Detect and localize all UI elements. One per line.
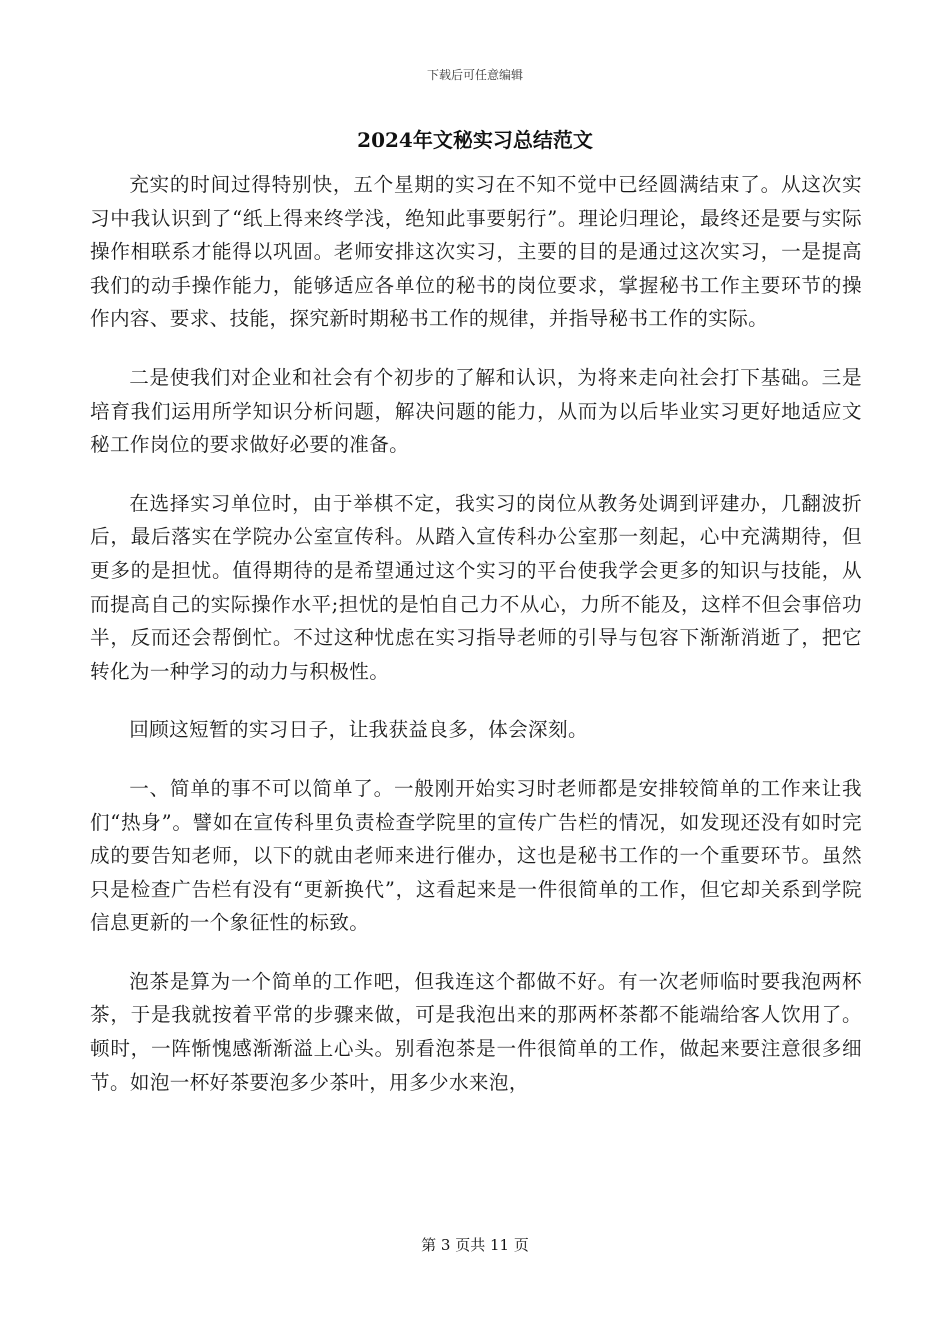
paragraph-4: 回顾这短暂的实习日子，让我获益良多，体会深刻。 <box>129 718 588 742</box>
paragraph-1: 充实的时间过得特别快，五个星期的实习在不知不觉中已经圆满结束了。从这次实习中我认识到了“纸上得来终学浅，绝知此事要躬行”。理论归理论，最终还是要与实际操作相联系才能得以巩固。老师安排这次实习，主要的目的是通过这次实习，一是提高我们的动手操作能力，能够适应各单位的秘书的岗位要求，掌握秘书工作主要环节的操作内容、要求、技能，探究新时期秘书工作的规律，并指导秘书工作的实际。 <box>90 173 862 331</box>
header-note: 下载后可任意编辑 <box>426 68 523 82</box>
paragraph-3: 在选择实习单位时，由于举棋不定，我实习的岗位从教务处调到评建办，几翻波折后，最后落实在学院办公室宣传科。从踏入宣传科办公室那一刻起，心中充满期待，但更多的是担忧。值得期待的是希望通过这个实习的平台使我学会更多的知识与技能，从而提高自己的实际操作水平;担忧的是怕自己力不从心，力所不能及，这样不但会事倍功半，反而还会帮倒忙。不过这种忧虑在实习指导老师的引导与包容下渐渐消逝了，把它转化为一种学习的动力与积极性。 <box>90 491 862 683</box>
document-body <box>90 168 862 1124</box>
page-footer: 第 3 页共 11 页 <box>421 1236 529 1254</box>
document-title: 2024年文秘实习总结范文 <box>357 128 593 152</box>
paragraph-5: 一、简单的事不可以简单了。一般刚开始实习时老师都是安排较简单的工作来让我们“热身”。譬如在宣传科里负责检查学院里的宣传广告栏的情况，如发现还没有如时完成的要告知老师，以下的就由老师来进行催办，这也是秘书工作的一个重要环节。虽然只是检查广告栏有没有“更新换代”，这看起来是一件很简单的工作，但它却关系到学院信息更新的一个象征性的标致。 <box>90 776 862 935</box>
paragraph-2: 二是使我们对企业和社会有个初步的了解和认识，为将来走向社会打下基础。三是培育我们运用所学知识分析问题，解决问题的能力，从而为以后毕业实习更好地适应文秘工作岗位的要求做好必要的准备。 <box>90 365 862 457</box>
paragraph-6: 泡茶是算为一个简单的工作吧，但我连这个都做不好。有一次老师临时要我泡两杯茶，于是我就按着平常的步骤来做，可是我泡出来的那两杯茶都不能端给客人饮用了。顿时，一阵惭愧感渐渐溢上心头。别看泡茶是一件很简单的工作，做起来要注意很多细节。如泡一杯好茶要泡多少茶叶，用多少水来泡， <box>90 969 862 1094</box>
